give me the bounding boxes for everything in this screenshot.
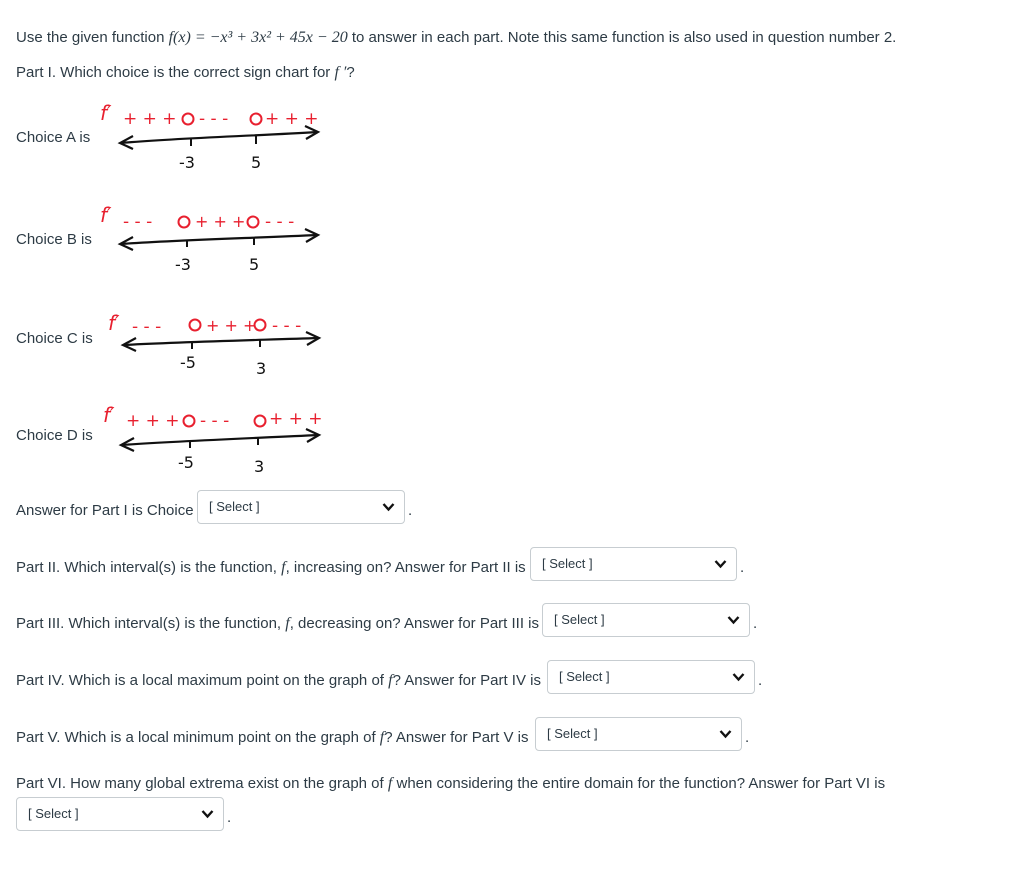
intro-tail: to answer in each part. Note this same function is also used in question number 2. [351,29,897,46]
choice-d-tick-2-label: 3 [254,457,265,476]
part3-select[interactable] [542,603,750,637]
choice-b-label: Choice B is [16,231,92,248]
choice-c-tick-2-label: 3 [256,359,267,378]
choice-b-prime: f′ [100,203,112,227]
choice-b-sign-chart [95,200,325,280]
choice-d-label: Choice D is [16,427,93,444]
part1-answer-lead: Answer for Part I is Choice [16,502,194,519]
choice-d-sign-chart [98,398,328,478]
part2-question [16,558,526,578]
chevron-down-icon [714,559,727,569]
part1-question [16,63,355,83]
part5-lead: Part V. Which is a local minimum point on the graph of [16,729,376,746]
choice-a-sign-chart [95,100,325,180]
intro-lead: Use the given function [16,29,165,46]
part1-question-lead: Part I. Which choice is the correct sign chart for [16,64,331,81]
part4-tail: ? Answer for Part IV is [392,672,541,689]
choice-c-label: Choice C is [16,330,93,347]
part4-period: . [758,672,763,689]
part4-fn: f [388,672,393,689]
part2-select-value: [ Select ] [542,556,593,571]
choice-b-left-signs: - - - [123,212,153,232]
part4-select-value: [ Select ] [559,669,610,684]
choice-c-left-signs: - - - [132,317,162,337]
chevron-down-icon [732,672,745,682]
choice-b-zero-2 [248,217,259,228]
chevron-down-icon [727,615,740,625]
choice-d-tick-1-label: -5 [178,453,194,472]
part4-select[interactable] [547,660,755,694]
part3-lead: Part III. Which interval(s) is the function, [16,615,282,632]
choice-b-tick-1-label: -3 [175,255,191,274]
part3-fn: f [285,615,290,632]
part3-question [16,614,539,634]
part1-period: . [408,502,413,519]
part1-select[interactable] [197,490,405,524]
part6-select-value: [ Select ] [28,806,79,821]
choice-a-number-line [121,132,317,143]
choice-d-right-signs: + + + [269,409,323,429]
part3-select-value: [ Select ] [554,612,605,627]
choice-d-zero-1 [184,416,195,427]
part6-tail: when considering the entire domain for the function? Answer for Part VI is [396,775,886,792]
part4-question [16,671,541,691]
choice-a-zero-2 [251,114,262,125]
part4-lead: Part IV. Which is a local maximum point on the graph of [16,672,384,689]
part5-fn: f [379,729,385,746]
intro-line [16,28,896,48]
choice-c-tick-1-label: -5 [180,353,196,372]
chevron-down-icon [719,729,732,739]
part1-question-tail: ? [346,64,355,81]
part2-period: . [740,559,745,576]
choice-a-tick-1-label: -3 [179,153,195,172]
choice-b-zero-1 [179,217,190,228]
choice-a-left-signs: + + + [123,109,177,129]
choice-a-label: Choice A is [16,129,91,146]
choice-c-sign-chart [100,300,330,380]
part2-select[interactable] [530,547,737,581]
choice-a-right-signs: + + + [265,109,319,129]
part5-select-value: [ Select ] [547,726,598,741]
part5-question [16,728,528,748]
part2-lead: Part II. Which interval(s) is the function, [16,559,277,576]
choice-d-mid-signs: - - - [200,411,230,431]
choice-c-prime: f′ [108,311,120,335]
part6-select[interactable] [16,797,224,831]
choice-a-zero-1 [183,114,194,125]
choice-c-number-line [124,338,318,345]
part3-period: . [753,615,758,632]
choice-a-tick-2-label: 5 [251,153,262,172]
part1-select-value: [ Select ] [209,499,260,514]
choice-b-number-line [121,235,317,244]
choice-c-right-signs: - - - [272,316,302,336]
part5-tail: ? Answer for Part V is [384,729,529,746]
part6-question [16,774,885,794]
choice-d-number-line [122,435,318,445]
choice-c-zero-1 [190,320,201,331]
part2-tail: , increasing on? Answer for Part II is [285,559,526,576]
part5-select[interactable] [535,717,742,751]
chevron-down-icon [201,809,214,819]
choice-d-prime: f′ [103,403,115,427]
intro-function: f(x) = −x³ + 3x² + 45x − 20 [168,29,348,46]
choice-b-mid-signs: + + + [195,212,246,231]
part6-fn: f [387,775,393,792]
part1-question-fn: f ′ [334,64,347,81]
part6-lead: Part VI. How many global extrema exist on the graph of [16,775,384,792]
choice-d-zero-2 [255,416,266,427]
choice-a-mid-signs: - - - [199,109,229,129]
chevron-down-icon [382,502,395,512]
choice-d-left-signs: + + + [126,411,180,431]
choice-b-tick-2-label: 5 [249,255,260,274]
part3-tail: , decreasing on? Answer for Part III is [289,615,540,632]
choice-c-mid-signs: + + + [206,316,257,335]
part2-fn: f [281,559,286,576]
part6-period: . [227,809,232,826]
choice-a-prime: f′ [100,101,112,125]
part5-period: . [745,729,750,746]
choice-b-right-signs: - - - [265,212,295,232]
